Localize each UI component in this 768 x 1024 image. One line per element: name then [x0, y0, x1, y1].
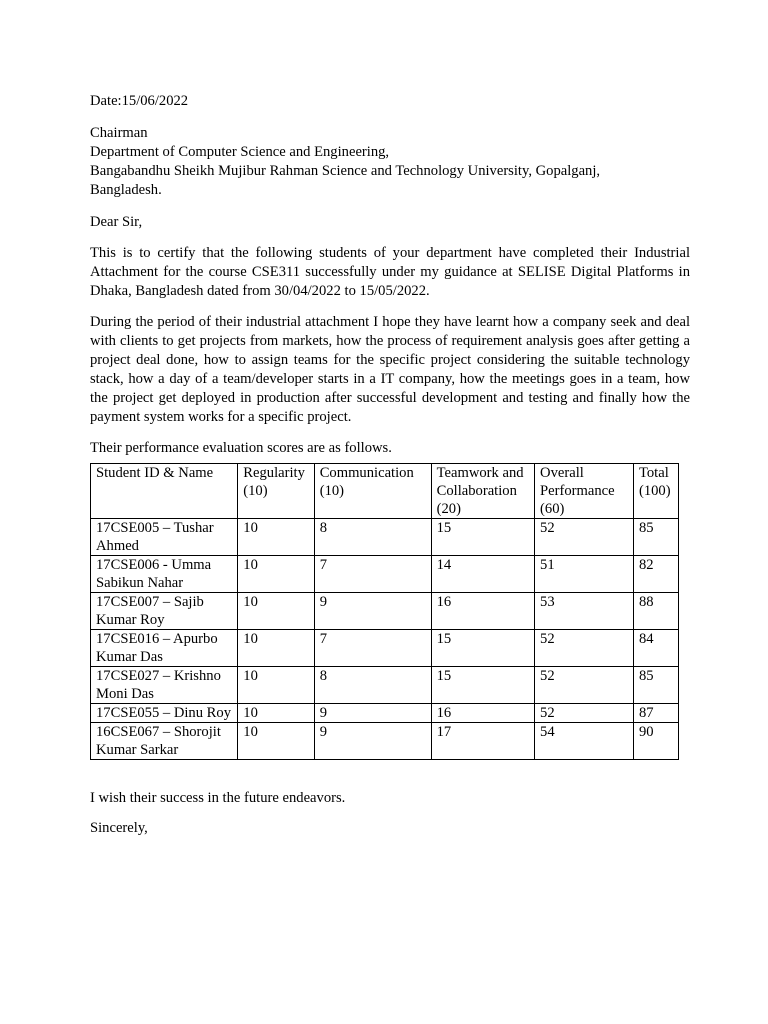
table-row — [91, 723, 679, 760]
header-communication: Communication (10) — [314, 464, 431, 519]
cell-teamwork: 15 — [431, 630, 534, 667]
cell-communication: 9 — [314, 704, 431, 723]
cell-communication: 7 — [314, 556, 431, 593]
cell-regularity: 10 — [238, 519, 314, 556]
cell-regularity: 10 — [238, 630, 314, 667]
letter — [90, 92, 690, 838]
cell-overall: 54 — [535, 723, 634, 760]
attachment-details-paragraph: During the period of their industrial attachment I hope they have learnt how a company seek and deal with clients to get projects from markets, how the process of requirement analysis goes after getting a project deal done, how to assign teams for the specific project considering the suitable technology stack, how a day of a team/developer starts in a IT company, how the meetings goes in a team, how the project get deployed in production after successful development and testing and finally how the payment system works for a specific project. — [90, 314, 690, 425]
cell-total: 82 — [633, 556, 678, 593]
table-row — [91, 556, 679, 593]
cell-student: 17CSE016 – Apurbo Kumar Das — [91, 630, 238, 667]
cell-student: 17CSE006 - Umma Sabikun Nahar — [91, 556, 238, 593]
cell-student: 17CSE005 – Tushar Ahmed — [91, 519, 238, 556]
scores-table — [90, 463, 679, 760]
table-row — [91, 667, 679, 704]
cell-teamwork: 17 — [431, 723, 534, 760]
table-row — [91, 593, 679, 630]
cell-regularity: 10 — [238, 593, 314, 630]
cell-communication: 9 — [314, 723, 431, 760]
table-row — [91, 704, 679, 723]
cell-communication: 9 — [314, 593, 431, 630]
cell-regularity: 10 — [238, 704, 314, 723]
recipient-address — [90, 124, 690, 200]
header-overall: Overall Performance (60) — [535, 464, 634, 519]
cell-teamwork: 16 — [431, 704, 534, 723]
cell-total: 85 — [633, 667, 678, 704]
table-header-row — [91, 464, 679, 519]
cell-regularity: 10 — [238, 723, 314, 760]
cell-teamwork: 14 — [431, 556, 534, 593]
cell-total: 87 — [633, 704, 678, 723]
signoff: Sincerely, — [90, 820, 148, 836]
cell-regularity: 10 — [238, 667, 314, 704]
recipient-university: Bangabandhu Sheikh Mujibur Rahman Science and Technology University, Gopalganj, — [90, 163, 601, 179]
table-row — [91, 630, 679, 667]
cell-student: 16CSE067 – Shorojit Kumar Sarkar — [91, 723, 238, 760]
cell-total: 90 — [633, 723, 678, 760]
recipient-country: Bangladesh. — [90, 182, 162, 198]
cell-student: 17CSE027 – Krishno Moni Das — [91, 667, 238, 704]
cell-overall: 52 — [535, 667, 634, 704]
table-row — [91, 519, 679, 556]
cell-teamwork: 15 — [431, 519, 534, 556]
cell-overall: 52 — [535, 704, 634, 723]
header-regularity: Regularity (10) — [238, 464, 314, 519]
cell-student: 17CSE007 – Sajib Kumar Roy — [91, 593, 238, 630]
cell-communication: 7 — [314, 630, 431, 667]
cell-overall: 51 — [535, 556, 634, 593]
closing-wish: I wish their success in the future endeavors. — [90, 790, 346, 806]
certification-paragraph: This is to certify that the following students of your department have completed their Industrial Attachment for the course CSE311 successfully under my guidance at SELISE Digital Platforms in Dhaka, Bangladesh dated from 30/04/2022 to 15/05/2022. — [90, 245, 690, 299]
recipient-title: Chairman — [90, 125, 148, 141]
cell-total: 85 — [633, 519, 678, 556]
cell-communication: 8 — [314, 667, 431, 704]
cell-teamwork: 15 — [431, 667, 534, 704]
cell-total: 88 — [633, 593, 678, 630]
cell-communication: 8 — [314, 519, 431, 556]
header-student: Student ID & Name — [91, 464, 238, 519]
cell-teamwork: 16 — [431, 593, 534, 630]
recipient-department: Department of Computer Science and Engineering, — [90, 144, 390, 160]
cell-regularity: 10 — [238, 556, 314, 593]
cell-student: 17CSE055 – Dinu Roy — [91, 704, 238, 723]
header-total: Total (100) — [633, 464, 678, 519]
salutation: Dear Sir, — [90, 214, 143, 230]
header-teamwork: Teamwork and Collaboration (20) — [431, 464, 534, 519]
table-intro: Their performance evaluation scores are as follows. — [90, 440, 392, 456]
cell-total: 84 — [633, 630, 678, 667]
cell-overall: 53 — [535, 593, 634, 630]
letter-date: Date:15/06/2022 — [90, 93, 189, 109]
cell-overall: 52 — [535, 630, 634, 667]
cell-overall: 52 — [535, 519, 634, 556]
